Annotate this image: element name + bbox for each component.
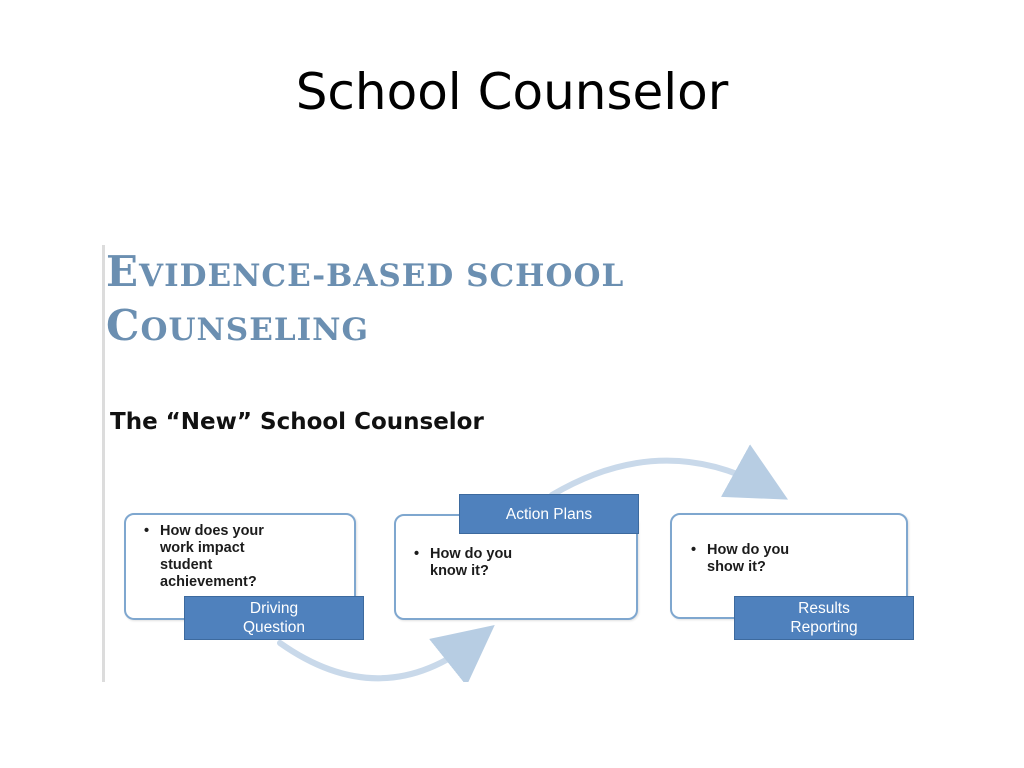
tag-results-reporting: Results Reporting [734, 596, 914, 640]
card-1-bullet: • How does your work impact student achievement? [142, 523, 264, 591]
slide-title: School Counselor [295, 63, 729, 121]
tag-action-plans: Action Plans [459, 494, 639, 534]
arrow-bottom-arc [280, 640, 476, 678]
card-3-bullet: • How do you show it? [689, 542, 789, 576]
tag-driving-question: Driving Question [184, 596, 364, 640]
figure-heading-line-2: COUNSELING [106, 301, 369, 350]
figure-heading-line-1: EVIDENCE-BASED SCHOOL [106, 247, 625, 296]
card-2-bullet: • How do you know it? [412, 546, 512, 580]
diagram-figure [102, 245, 920, 682]
figure-subtitle: The “New” School Counselor [110, 409, 484, 435]
arrow-top-arc [552, 461, 767, 495]
